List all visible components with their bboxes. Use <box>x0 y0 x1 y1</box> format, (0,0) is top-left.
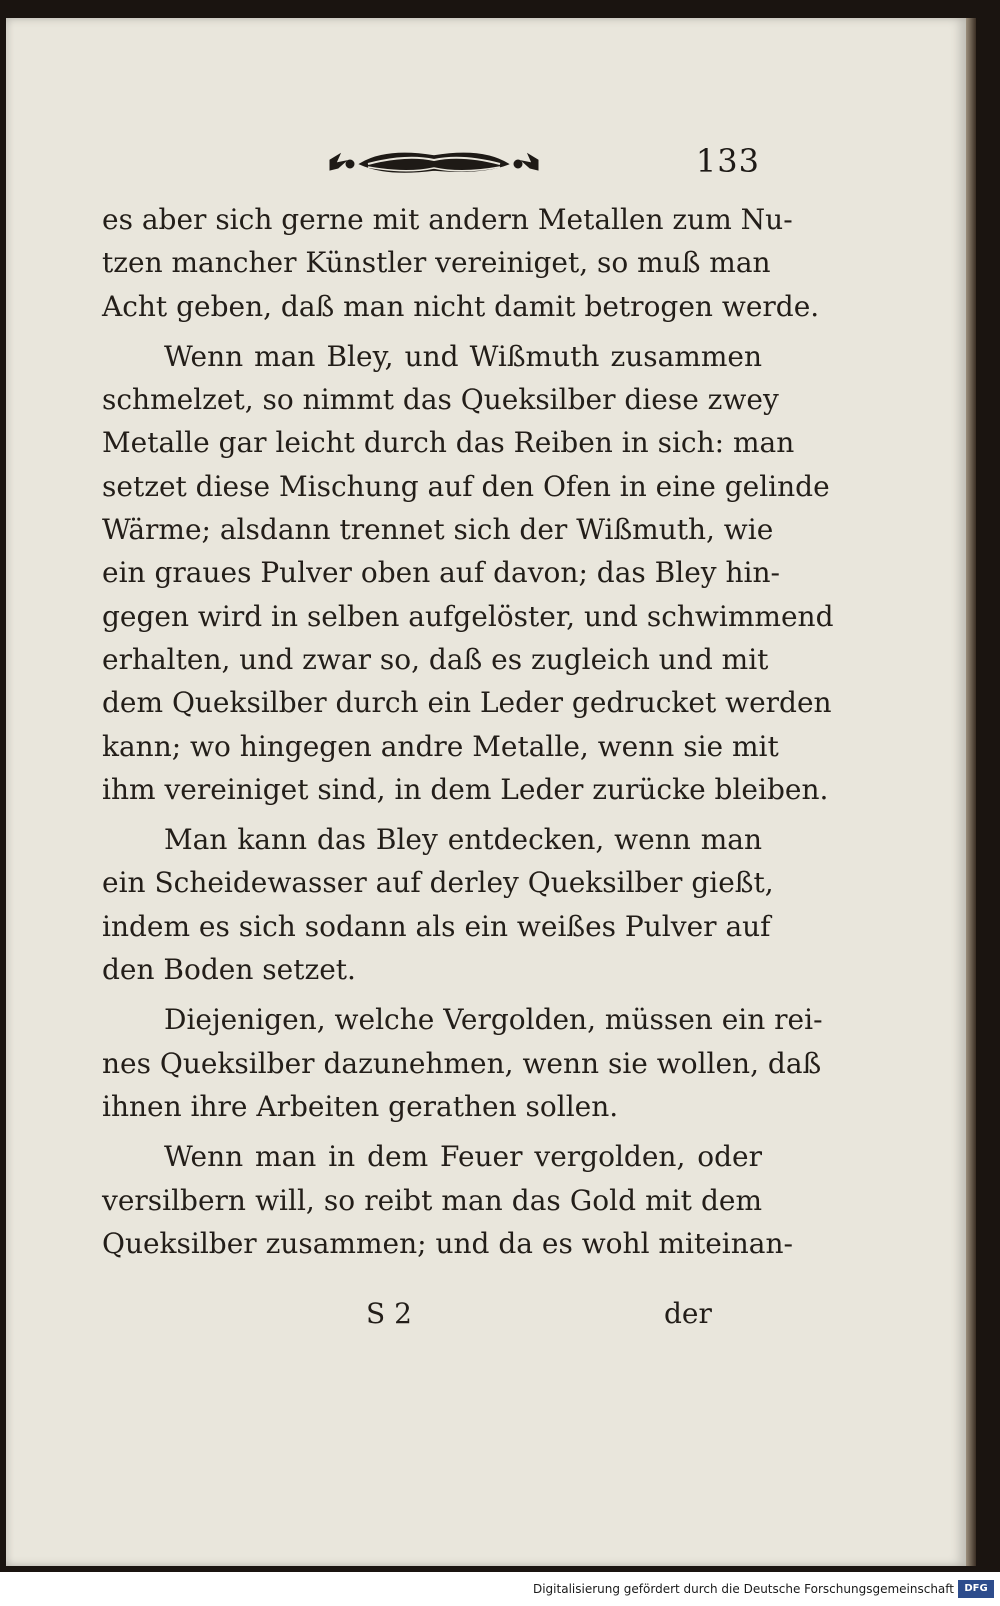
text-line: erhalten, und zwar so, daß es zugleich und mit <box>102 642 769 676</box>
text-line: Wärme; alsdann trennet sich der Wißmuth, wie <box>102 513 774 547</box>
text-line: versilbern will, so reibt man das Gold mit dem <box>102 1183 762 1217</box>
text-line: kann; wo hingegen andre Metalle, wenn sie mit <box>102 729 779 763</box>
text-line: Man kann das Bley entdecken, wenn man <box>164 823 762 857</box>
paragraph <box>102 818 774 991</box>
paragraph <box>102 198 820 328</box>
text-line: nes Queksilber dazunehmen, wenn sie wollen, daß <box>102 1046 822 1080</box>
paragraph <box>102 335 834 811</box>
footer-credit: Digitalisierung gefördert durch die Deutsche Forschungsgemeinschaft <box>532 1582 954 1596</box>
text-line: schmelzet, so nimmt das Queksilber diese zwey <box>102 383 779 417</box>
text-line: gegen wird in selben aufgelöster, und schwimmend <box>102 599 834 633</box>
text-line: den Boden setzet. <box>102 953 356 987</box>
text-line: dem Queksilber durch ein Leder gedrucket werden <box>102 686 832 720</box>
page-edge <box>966 18 976 1566</box>
footer-bar <box>0 1572 1000 1606</box>
signature-mark: S 2 <box>366 1297 412 1330</box>
page-body <box>102 198 834 1265</box>
text-line: tzen mancher Künstler vereiniget, so muß man <box>102 246 771 280</box>
text-line: Wenn man Bley, und Wißmuth zusammen <box>164 339 762 373</box>
page-number: 133 <box>695 142 760 180</box>
text-line: indem es sich sodann als ein weißes Pulver auf <box>102 909 771 943</box>
text-line: ihnen ihre Arbeiten gerathen sollen. <box>102 1089 619 1123</box>
catchword: der <box>664 1297 712 1330</box>
text-line: Wenn man in dem Feuer vergolden, oder <box>164 1140 762 1174</box>
text-line: ihm vereiniget sind, in dem Leder zurücke bleiben. <box>102 772 829 806</box>
text-line: Diejenigen, welche Vergolden, müssen ein rei- <box>164 1003 823 1037</box>
text-line: ein Scheidewasser auf derley Queksilber gießt, <box>102 866 774 900</box>
text-line: es aber sich gerne mit andern Metallen zum Nu- <box>102 203 793 236</box>
header-ornament-icon <box>326 140 542 186</box>
text-line: Queksilber zusammen; und da es wohl miteinan- <box>102 1226 793 1260</box>
text-line: ein graues Pulver oben auf davon; das Bley hin- <box>102 556 780 590</box>
text-line: setzet diese Mischung auf den Ofen in eine gelinde <box>102 469 830 503</box>
text-line: Acht geben, daß man nicht damit betrogen werde. <box>102 289 820 323</box>
dfg-logo-icon: DFG <box>958 1580 994 1598</box>
text-line: Metalle gar leicht durch das Reiben in sich: man <box>102 426 795 460</box>
paragraph <box>102 1135 793 1265</box>
paragraph <box>102 998 823 1128</box>
